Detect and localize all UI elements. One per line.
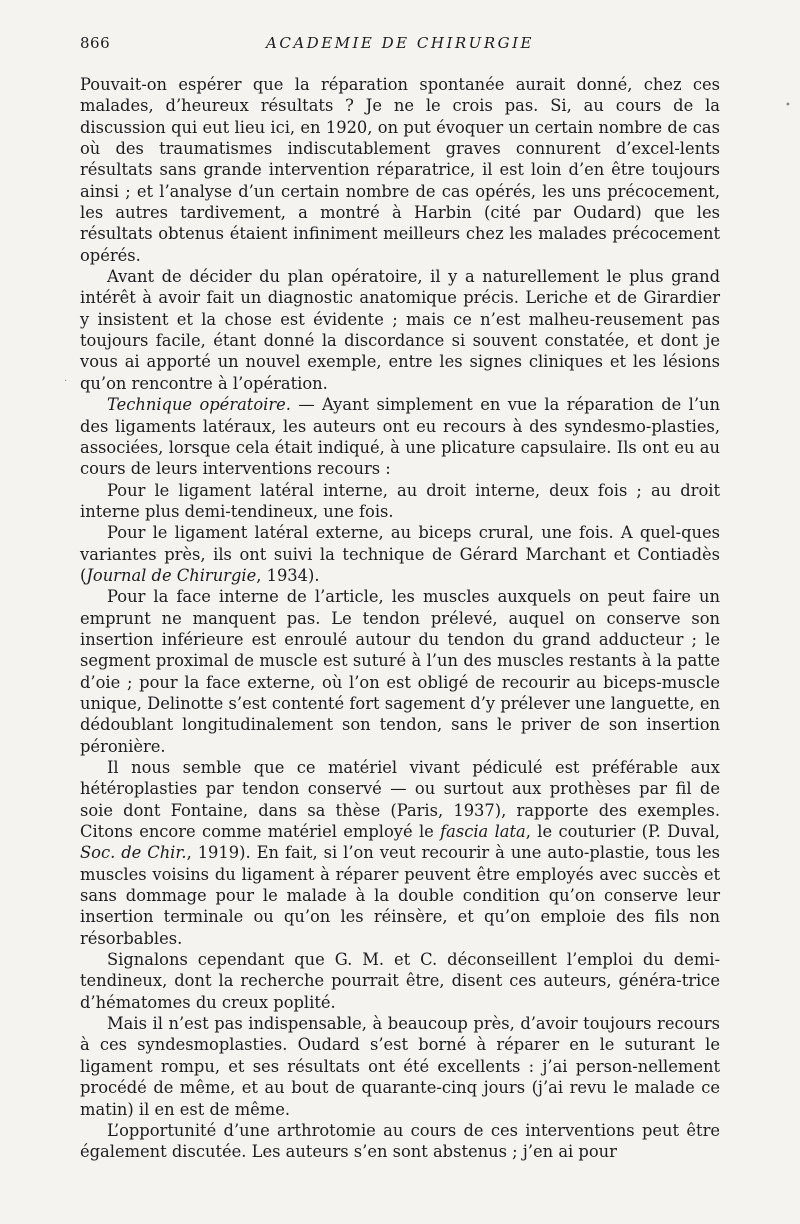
paragraph-text: , le couturier (P. Duval, xyxy=(525,822,720,842)
paragraph xyxy=(80,266,720,394)
paragraph-text: Pour le ligament latéral externe, au biceps crural, une fois. A quel-ques variantes près, ils ont suivi la technique de Gérard Marchant et Contiadès ( xyxy=(80,523,720,585)
paragraph xyxy=(80,394,720,479)
italic-text: Technique opératoire. xyxy=(107,395,291,415)
paragraph-text: Il nous semble que ce matériel vivant pédiculé est préférable aux hétéroplasties par tendon conservé — ou surtout aux prothèses par fil de soie dont Fontaine, dans sa thèse (Paris, 1937), rapporte des exemples. Citons encore comme matériel employé le xyxy=(80,758,720,842)
paragraph xyxy=(80,1120,720,1163)
scan-speck: • xyxy=(785,100,791,111)
italic-text: fascia lata xyxy=(440,822,526,842)
running-title: ACADEMIE DE CHIRURGIE xyxy=(266,34,534,52)
paragraph-text: , 1934). xyxy=(256,565,320,585)
paragraph-text: Mais il n’est pas indispensable, à beaucoup près, d’avoir toujours recours à ces syndesmoplasties. Oudard s’est borné à réparer en le suturant le ligament rompu, et ses résultats ont été excellents : j’ai person-nellement procédé de même, et au bout de quarante-cinq jours (j’ai revu le malade ce matin) il en est de même. xyxy=(80,1014,720,1119)
paragraph-text: Pour la face interne de l’article, les muscles auxquels on peut faire un emprunt ne manquent pas. Le tendon prélevé, auquel on conserve son insertion inférieure est enroulé autour du tendon du grand adducteur ; le segment proximal de muscle est suturé à l’un des muscles restants à la patte d’oie ; pour la face externe, où l’on est obligé de recourir au biceps-muscle unique, Delinotte s’est contenté fort sagement d’y prélever une languette, en dédoublant longitudinalement son tendon, sans le priver de son insertion péronière. xyxy=(80,587,720,756)
paragraph-text: L’opportunité d’une arthrotomie au cours de ces interventions peut être également discutée. Les auteurs s’en sont abstenus ; j’en ai pour xyxy=(80,1120,720,1162)
paragraph xyxy=(80,757,720,949)
italic-text: Journal de Chirurgie xyxy=(86,565,257,585)
paragraph-text: , 1919). En fait, si l’on veut recourir à une auto-plastie, tous les muscles voisins du ligament à réparer peuvent être employés avec succès et sans dommage pour le malade à la double condition qu’on conserve leur insertion terminale ou qu’on les réinsère, et qu’on emploie des fils non résorbables. xyxy=(80,843,720,948)
paragraph xyxy=(80,522,720,586)
paragraph xyxy=(80,949,720,1013)
paragraph-text: Pour le ligament latéral interne, au droit interne, deux fois ; au droit interne plus demi-tendineux, une fois. xyxy=(80,480,720,521)
page-header xyxy=(80,34,720,56)
page-number: 866 xyxy=(80,34,111,52)
body-text xyxy=(80,74,720,1163)
scan-speck: · xyxy=(64,376,68,387)
paragraph xyxy=(80,586,720,757)
italic-text: Soc. de Chir. xyxy=(80,843,187,863)
paragraph xyxy=(80,480,720,523)
paragraph xyxy=(80,74,720,266)
paragraph xyxy=(80,1013,720,1120)
paragraph-text: Signalons cependant que G. M. et C. déconseillent l’emploi du demi-tendineux, dont la recherche pourrait être, disent ces auteurs, généra-trice d’hématomes du creux poplité. xyxy=(80,950,720,1012)
paragraph-text: — Ayant simplement en vue la réparation de l’un des ligaments latéraux, les auteurs ont eu recours à des syndesmo-plasties, associées, lorsque cela était indiqué, à une plicature capsulaire. Ils ont eu au cours de leurs interventions recours : xyxy=(80,395,720,479)
paragraph-text: Avant de décider du plan opératoire, il y a naturellement le plus grand intérêt à avoir fait un diagnostic anatomique précis. Leriche et de Girardier y insistent et la chose est évidente ; mais ce n’est malheu-reusement pas toujours facile, étant donné la discordance si souvent constatée, et dont je vous ai apporté un nouvel exemple, entre les signes cliniques et les lésions qu’on rencontre à l’opération. xyxy=(80,267,720,393)
paragraph-text: Pouvait-on espérer que la réparation spontanée aurait donné, chez ces malades, d’heureux résultats ? Je ne le crois pas. Si, au cours de la discussion qui eut lieu ici, en 1920, on put évoquer un certain nombre de cas où des traumatismes indiscutablement graves connurent d’excel-lents résultats sans grande intervention réparatrice, il est loin d’en être toujours ainsi ; et l’analyse d’un certain nombre de cas opérés, les uns précocement, les autres tardivement, a montré à Harbin (cité par Oudard) que les résultats obtenus étaient infiniment meilleurs chez les malades précocement opérés. xyxy=(80,75,720,265)
